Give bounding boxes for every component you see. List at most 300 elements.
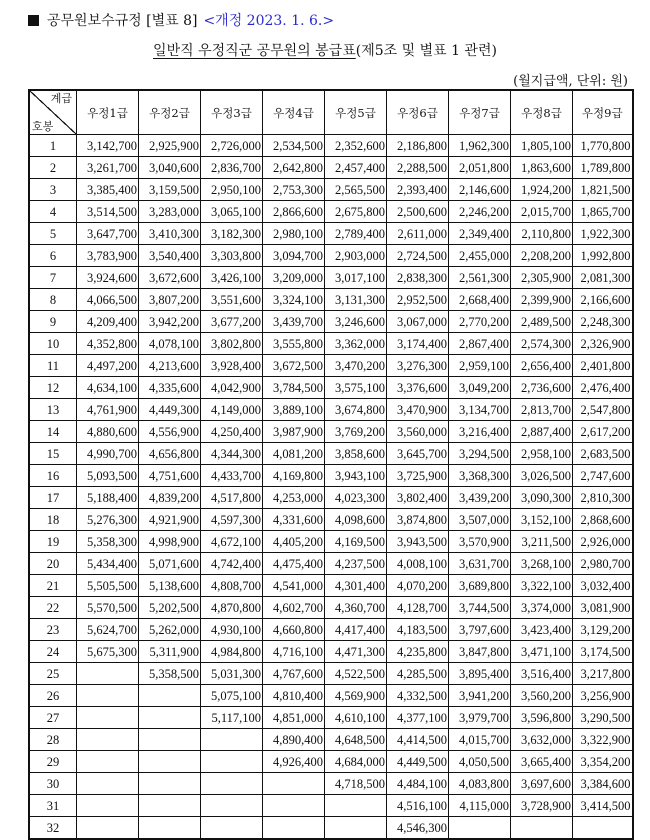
- salary-cell: 4,556,900: [139, 421, 201, 443]
- salary-cell: 4,660,800: [263, 619, 325, 641]
- table-row: [29, 399, 633, 421]
- salary-cell: 5,624,700: [77, 619, 139, 641]
- salary-cell: 4,890,400: [263, 729, 325, 751]
- table-title-suffix: (제5조 및 별표 1 관련): [355, 43, 497, 59]
- salary-cell: 4,597,300: [201, 509, 263, 531]
- salary-cell: 3,368,300: [449, 465, 511, 487]
- step-cell: 16: [29, 465, 77, 487]
- grade-header: 우정6급: [387, 90, 449, 135]
- table-row: [29, 817, 633, 840]
- salary-cell: 3,134,700: [449, 399, 511, 421]
- table-row: [29, 377, 633, 399]
- step-cell: 15: [29, 443, 77, 465]
- salary-cell: 3,216,400: [449, 421, 511, 443]
- salary-cell: [77, 817, 139, 840]
- salary-cell: 3,514,500: [77, 201, 139, 223]
- salary-cell: 4,851,000: [263, 707, 325, 729]
- step-cell: 6: [29, 245, 77, 267]
- salary-cell: 3,942,200: [139, 311, 201, 333]
- salary-cell: [139, 773, 201, 795]
- step-cell: 29: [29, 751, 77, 773]
- salary-cell: 3,081,900: [573, 597, 633, 619]
- salary-cell: 2,489,500: [511, 311, 573, 333]
- salary-cell: 5,071,600: [139, 553, 201, 575]
- salary-cell: 4,718,500: [325, 773, 387, 795]
- salary-cell: 4,522,500: [325, 663, 387, 685]
- salary-cell: 2,166,600: [573, 289, 633, 311]
- salary-cell: 4,015,700: [449, 729, 511, 751]
- salary-cell: 2,866,600: [263, 201, 325, 223]
- step-cell: 27: [29, 707, 77, 729]
- table-row: [29, 267, 633, 289]
- step-cell: 1: [29, 135, 77, 157]
- salary-cell: [325, 817, 387, 840]
- amendment-date: <개정 2023. 1. 6.>: [203, 13, 335, 29]
- salary-cell: 2,051,800: [449, 157, 511, 179]
- salary-cell: [201, 817, 263, 840]
- salary-cell: [139, 729, 201, 751]
- salary-cell: 2,326,900: [573, 333, 633, 355]
- salary-cell: 2,401,800: [573, 355, 633, 377]
- salary-cell: 3,426,100: [201, 267, 263, 289]
- table-row: [29, 773, 633, 795]
- salary-cell: 4,984,800: [201, 641, 263, 663]
- salary-cell: 2,724,500: [387, 245, 449, 267]
- salary-cell: 3,294,500: [449, 443, 511, 465]
- salary-cell: 2,186,800: [387, 135, 449, 157]
- step-cell: 31: [29, 795, 77, 817]
- salary-cell: 3,384,600: [573, 773, 633, 795]
- salary-cell: 3,439,200: [449, 487, 511, 509]
- salary-cell: 5,276,300: [77, 509, 139, 531]
- salary-cell: 2,980,100: [263, 223, 325, 245]
- salary-cell: 2,959,100: [449, 355, 511, 377]
- salary-cell: 2,868,600: [573, 509, 633, 531]
- salary-cell: 2,980,700: [573, 553, 633, 575]
- salary-cell: 4,684,000: [325, 751, 387, 773]
- salary-cell: 3,987,900: [263, 421, 325, 443]
- salary-cell: 3,889,100: [263, 399, 325, 421]
- salary-cell: 5,358,300: [77, 531, 139, 553]
- step-cell: 9: [29, 311, 77, 333]
- step-cell: 3: [29, 179, 77, 201]
- salary-cell: 4,253,000: [263, 487, 325, 509]
- grade-header: 우정8급: [511, 90, 573, 135]
- salary-cell: 4,344,300: [201, 443, 263, 465]
- salary-cell: 2,248,300: [573, 311, 633, 333]
- salary-cell: 3,256,900: [573, 685, 633, 707]
- salary-cell: 3,410,300: [139, 223, 201, 245]
- salary-cell: 2,617,200: [573, 421, 633, 443]
- salary-cell: 5,117,100: [201, 707, 263, 729]
- salary-cell: 3,697,600: [511, 773, 573, 795]
- salary-cell: 3,303,800: [201, 245, 263, 267]
- salary-cell: 3,674,800: [325, 399, 387, 421]
- grade-header: 우정4급: [263, 90, 325, 135]
- salary-cell: 2,457,400: [325, 157, 387, 179]
- table-row: [29, 729, 633, 751]
- salary-cell: 3,471,100: [511, 641, 573, 663]
- salary-cell: 5,434,400: [77, 553, 139, 575]
- salary-cell: 1,863,600: [511, 157, 573, 179]
- salary-cell: 3,032,400: [573, 575, 633, 597]
- salary-cell: 1,805,100: [511, 135, 573, 157]
- salary-cell: 3,211,500: [511, 531, 573, 553]
- step-cell: 2: [29, 157, 77, 179]
- salary-cell: 2,547,800: [573, 399, 633, 421]
- salary-cell: [511, 817, 573, 840]
- salary-cell: 4,870,800: [201, 597, 263, 619]
- salary-cell: 3,807,200: [139, 289, 201, 311]
- salary-cell: 2,246,200: [449, 201, 511, 223]
- salary-cell: 2,288,500: [387, 157, 449, 179]
- salary-cell: 3,560,200: [511, 685, 573, 707]
- step-cell: 22: [29, 597, 77, 619]
- step-cell: 10: [29, 333, 77, 355]
- salary-cell: 2,534,500: [263, 135, 325, 157]
- salary-cell: 2,399,900: [511, 289, 573, 311]
- salary-cell: 2,887,400: [511, 421, 573, 443]
- salary-cell: [201, 751, 263, 773]
- salary-cell: 3,026,500: [511, 465, 573, 487]
- salary-cell: 3,261,700: [77, 157, 139, 179]
- salary-cell: 3,354,200: [573, 751, 633, 773]
- grade-header: 우정1급: [77, 90, 139, 135]
- salary-cell: 4,169,500: [325, 531, 387, 553]
- salary-cell: [77, 729, 139, 751]
- salary-cell: 4,634,100: [77, 377, 139, 399]
- salary-cell: 4,377,100: [387, 707, 449, 729]
- grade-header: 우정5급: [325, 90, 387, 135]
- salary-cell: 4,417,400: [325, 619, 387, 641]
- salary-cell: 1,922,300: [573, 223, 633, 245]
- table-row: [29, 553, 633, 575]
- table-row: [29, 751, 633, 773]
- salary-cell: [139, 685, 201, 707]
- step-cell: 12: [29, 377, 77, 399]
- salary-cell: 4,352,800: [77, 333, 139, 355]
- salary-cell: 3,647,700: [77, 223, 139, 245]
- salary-cell: 3,217,800: [573, 663, 633, 685]
- salary-cell: 1,992,800: [573, 245, 633, 267]
- salary-cell: 4,672,100: [201, 531, 263, 553]
- salary-cell: 2,926,000: [573, 531, 633, 553]
- table-row: [29, 795, 633, 817]
- pay-table: [28, 89, 634, 840]
- salary-cell: 2,726,000: [201, 135, 263, 157]
- salary-cell: 2,838,300: [387, 267, 449, 289]
- salary-cell: 3,672,600: [139, 267, 201, 289]
- table-row: [29, 619, 633, 641]
- salary-cell: 3,414,500: [573, 795, 633, 817]
- document-header: [28, 10, 334, 30]
- grade-header: 우정7급: [449, 90, 511, 135]
- step-cell: 26: [29, 685, 77, 707]
- salary-cell: 4,880,600: [77, 421, 139, 443]
- salary-cell: 4,990,700: [77, 443, 139, 465]
- salary-cell: 4,066,500: [77, 289, 139, 311]
- table-row: [29, 443, 633, 465]
- salary-cell: 1,924,200: [511, 179, 573, 201]
- salary-cell: 4,183,500: [387, 619, 449, 641]
- salary-cell: 4,810,400: [263, 685, 325, 707]
- salary-cell: 3,797,600: [449, 619, 511, 641]
- salary-cell: 2,081,300: [573, 267, 633, 289]
- salary-cell: 3,322,900: [573, 729, 633, 751]
- salary-cell: [77, 773, 139, 795]
- salary-cell: 4,213,600: [139, 355, 201, 377]
- salary-cell: 1,865,700: [573, 201, 633, 223]
- step-cell: 14: [29, 421, 77, 443]
- salary-cell: 4,471,300: [325, 641, 387, 663]
- salary-cell: 4,098,600: [325, 509, 387, 531]
- salary-cell: 5,138,600: [139, 575, 201, 597]
- salary-cell: 4,023,300: [325, 487, 387, 509]
- table-title: [0, 40, 650, 60]
- salary-cell: [263, 817, 325, 840]
- salary-cell: 4,235,800: [387, 641, 449, 663]
- salary-cell: 1,789,800: [573, 157, 633, 179]
- salary-cell: 3,362,000: [325, 333, 387, 355]
- salary-cell: 3,283,000: [139, 201, 201, 223]
- salary-cell: 2,736,600: [511, 377, 573, 399]
- step-cell: 18: [29, 509, 77, 531]
- salary-cell: [139, 817, 201, 840]
- salary-cell: 4,008,100: [387, 553, 449, 575]
- salary-cell: 4,083,800: [449, 773, 511, 795]
- salary-cell: 4,475,400: [263, 553, 325, 575]
- salary-cell: 3,268,100: [511, 553, 573, 575]
- table-row: [29, 575, 633, 597]
- salary-cell: 4,149,000: [201, 399, 263, 421]
- salary-cell: [77, 751, 139, 773]
- salary-cell: 3,246,600: [325, 311, 387, 333]
- step-cell: 8: [29, 289, 77, 311]
- salary-cell: 5,570,500: [77, 597, 139, 619]
- salary-cell: 3,290,500: [573, 707, 633, 729]
- salary-cell: 2,146,600: [449, 179, 511, 201]
- table-row: [29, 509, 633, 531]
- salary-cell: 2,110,800: [511, 223, 573, 245]
- salary-cell: 3,324,100: [263, 289, 325, 311]
- salary-cell: 5,093,500: [77, 465, 139, 487]
- step-cell: 13: [29, 399, 77, 421]
- table-row: [29, 531, 633, 553]
- table-row: [29, 289, 633, 311]
- salary-cell: 4,484,100: [387, 773, 449, 795]
- salary-cell: 2,656,400: [511, 355, 573, 377]
- salary-cell: 4,716,100: [263, 641, 325, 663]
- step-cell: 24: [29, 641, 77, 663]
- table-body: [29, 135, 633, 840]
- table-row: [29, 355, 633, 377]
- salary-cell: 4,602,700: [263, 597, 325, 619]
- salary-cell: 3,575,100: [325, 377, 387, 399]
- salary-cell: 5,202,500: [139, 597, 201, 619]
- salary-cell: 3,570,900: [449, 531, 511, 553]
- table-row: [29, 663, 633, 685]
- salary-cell: 4,610,100: [325, 707, 387, 729]
- salary-cell: 3,784,500: [263, 377, 325, 399]
- salary-cell: 3,665,400: [511, 751, 573, 773]
- table-row: [29, 157, 633, 179]
- salary-cell: 3,943,500: [387, 531, 449, 553]
- salary-cell: 4,921,900: [139, 509, 201, 531]
- salary-cell: 2,349,400: [449, 223, 511, 245]
- corner-step-label: 호봉: [32, 120, 54, 133]
- table-row: [29, 465, 633, 487]
- salary-cell: 3,470,900: [387, 399, 449, 421]
- salary-cell: 3,725,900: [387, 465, 449, 487]
- salary-cell: 2,500,600: [387, 201, 449, 223]
- salary-cell: 4,517,800: [201, 487, 263, 509]
- salary-cell: 3,540,400: [139, 245, 201, 267]
- salary-cell: 4,449,500: [387, 751, 449, 773]
- table-row: [29, 135, 633, 157]
- salary-cell: 3,067,000: [387, 311, 449, 333]
- table-row: [29, 311, 633, 333]
- salary-cell: 2,770,200: [449, 311, 511, 333]
- salary-cell: 4,285,500: [387, 663, 449, 685]
- salary-cell: 3,174,500: [573, 641, 633, 663]
- step-cell: 19: [29, 531, 77, 553]
- salary-cell: 2,683,500: [573, 443, 633, 465]
- salary-cell: 2,747,600: [573, 465, 633, 487]
- salary-cell: 2,836,700: [201, 157, 263, 179]
- table-row: [29, 421, 633, 443]
- salary-cell: 3,744,500: [449, 597, 511, 619]
- salary-cell: 4,237,500: [325, 553, 387, 575]
- salary-cell: 2,565,500: [325, 179, 387, 201]
- salary-cell: 4,414,500: [387, 729, 449, 751]
- salary-cell: 2,668,400: [449, 289, 511, 311]
- salary-cell: 3,159,500: [139, 179, 201, 201]
- salary-cell: 4,301,400: [325, 575, 387, 597]
- salary-cell: 3,858,600: [325, 443, 387, 465]
- salary-cell: 4,433,700: [201, 465, 263, 487]
- salary-cell: 2,352,600: [325, 135, 387, 157]
- salary-cell: 5,031,300: [201, 663, 263, 685]
- salary-cell: 2,305,900: [511, 267, 573, 289]
- salary-cell: 3,142,700: [77, 135, 139, 157]
- salary-cell: 2,867,400: [449, 333, 511, 355]
- salary-cell: 2,574,300: [511, 333, 573, 355]
- step-cell: 23: [29, 619, 77, 641]
- salary-cell: 2,455,000: [449, 245, 511, 267]
- salary-cell: 4,070,200: [387, 575, 449, 597]
- salary-cell: 4,497,200: [77, 355, 139, 377]
- salary-cell: 3,895,400: [449, 663, 511, 685]
- salary-cell: 5,188,400: [77, 487, 139, 509]
- black-square-icon: [28, 15, 39, 26]
- salary-cell: 3,769,200: [325, 421, 387, 443]
- salary-cell: 3,017,100: [325, 267, 387, 289]
- step-cell: 7: [29, 267, 77, 289]
- unit-note: (월지급액, 단위: 원): [513, 74, 628, 89]
- salary-cell: 4,209,400: [77, 311, 139, 333]
- step-cell: 28: [29, 729, 77, 751]
- step-cell: 21: [29, 575, 77, 597]
- salary-cell: 3,129,200: [573, 619, 633, 641]
- salary-cell: 3,677,200: [201, 311, 263, 333]
- table-row: [29, 179, 633, 201]
- salary-cell: 3,943,100: [325, 465, 387, 487]
- table-row: [29, 201, 633, 223]
- salary-cell: 4,331,600: [263, 509, 325, 531]
- salary-cell: 4,405,200: [263, 531, 325, 553]
- salary-cell: 4,335,600: [139, 377, 201, 399]
- salary-cell: 3,516,400: [511, 663, 573, 685]
- salary-cell: 1,962,300: [449, 135, 511, 157]
- salary-cell: 2,958,100: [511, 443, 573, 465]
- salary-cell: [139, 795, 201, 817]
- salary-cell: 3,065,100: [201, 201, 263, 223]
- salary-cell: 3,182,300: [201, 223, 263, 245]
- salary-cell: [77, 795, 139, 817]
- salary-cell: 4,839,200: [139, 487, 201, 509]
- salary-cell: 4,761,900: [77, 399, 139, 421]
- step-cell: 17: [29, 487, 77, 509]
- salary-cell: 5,262,000: [139, 619, 201, 641]
- salary-cell: [139, 707, 201, 729]
- table-header-row: [29, 90, 633, 135]
- salary-cell: 4,930,100: [201, 619, 263, 641]
- salary-cell: 2,208,200: [511, 245, 573, 267]
- salary-cell: 3,090,300: [511, 487, 573, 509]
- corner-grade-label: 계급: [50, 92, 72, 105]
- salary-cell: 4,360,700: [325, 597, 387, 619]
- salary-cell: [77, 663, 139, 685]
- table-row: [29, 641, 633, 663]
- salary-cell: 5,311,900: [139, 641, 201, 663]
- salary-cell: 4,648,500: [325, 729, 387, 751]
- salary-cell: 4,546,300: [387, 817, 449, 840]
- step-cell: 30: [29, 773, 77, 795]
- step-cell: 20: [29, 553, 77, 575]
- salary-cell: 3,802,400: [387, 487, 449, 509]
- salary-cell: 2,789,400: [325, 223, 387, 245]
- salary-cell: 3,385,400: [77, 179, 139, 201]
- salary-cell: [77, 707, 139, 729]
- salary-cell: 5,075,100: [201, 685, 263, 707]
- salary-cell: 5,358,500: [139, 663, 201, 685]
- salary-cell: [139, 751, 201, 773]
- salary-cell: 3,209,000: [263, 267, 325, 289]
- salary-cell: 4,332,500: [387, 685, 449, 707]
- salary-cell: [201, 795, 263, 817]
- salary-cell: 3,094,700: [263, 245, 325, 267]
- salary-cell: [325, 795, 387, 817]
- salary-cell: [263, 795, 325, 817]
- salary-cell: 1,821,500: [573, 179, 633, 201]
- salary-cell: 3,049,200: [449, 377, 511, 399]
- step-cell: 4: [29, 201, 77, 223]
- salary-cell: 3,728,900: [511, 795, 573, 817]
- salary-cell: 3,374,000: [511, 597, 573, 619]
- salary-cell: [77, 685, 139, 707]
- table-title-main: 일반직 우정직군 공무원의 봉급표: [153, 43, 356, 59]
- salary-cell: 2,950,100: [201, 179, 263, 201]
- salary-cell: 4,516,100: [387, 795, 449, 817]
- salary-cell: 2,015,700: [511, 201, 573, 223]
- salary-cell: 4,926,400: [263, 751, 325, 773]
- corner-cell: [29, 90, 77, 135]
- salary-cell: 3,645,700: [387, 443, 449, 465]
- table-row: [29, 685, 633, 707]
- salary-cell: [263, 773, 325, 795]
- salary-cell: 3,847,800: [449, 641, 511, 663]
- step-cell: 25: [29, 663, 77, 685]
